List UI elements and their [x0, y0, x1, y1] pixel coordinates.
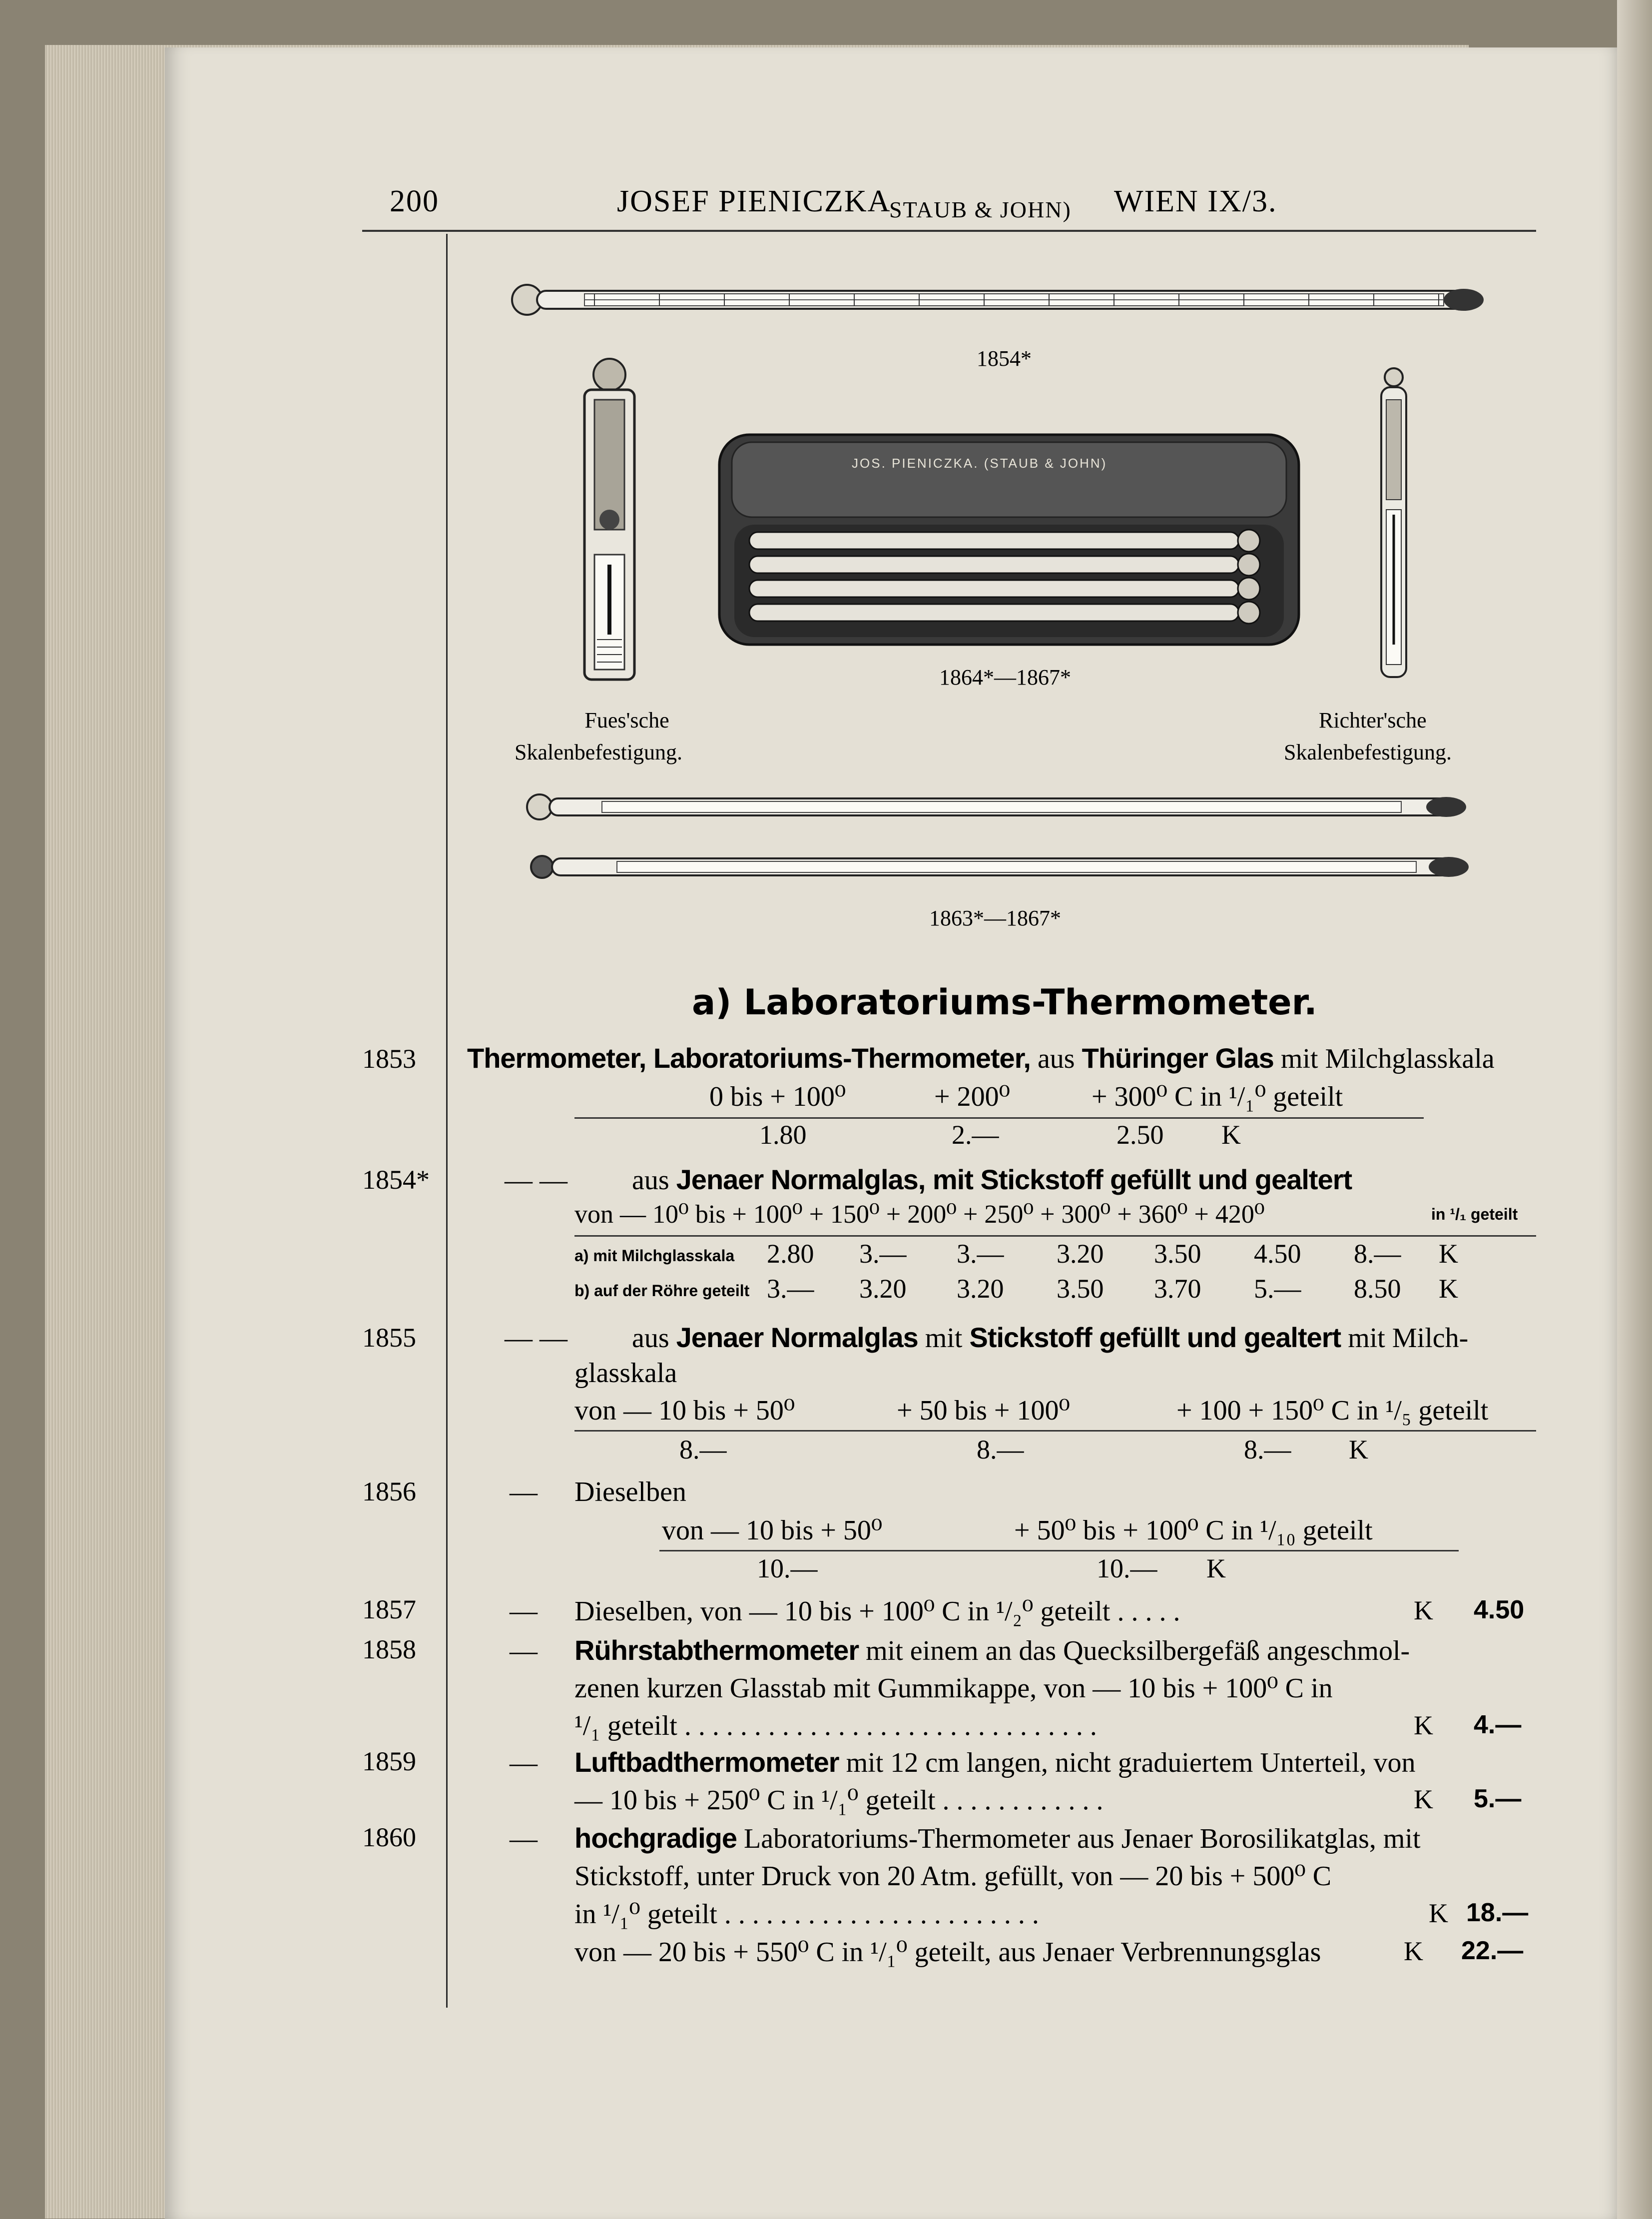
entry-1856-rule	[659, 1550, 1459, 1551]
entry-1853-text2: mit Milchglasskala	[1280, 1043, 1495, 1074]
entry-1855-text2: mit	[925, 1323, 963, 1354]
item-number-1858: 1858	[362, 1634, 416, 1664]
entry-1854-b-price: 8.50	[1354, 1274, 1401, 1304]
entry-1853-range2: + 200⁰	[934, 1081, 1011, 1112]
fues-caption-line1: Fues'sche	[584, 708, 669, 733]
entry-1856-range1: von — 10 bis + 50⁰	[662, 1515, 883, 1546]
figure-label-1864: 1864*—1867*	[939, 665, 1071, 690]
richter-caption-line2: Skalenbefestigung.	[1284, 740, 1452, 764]
figure-label-1854: 1854*	[977, 346, 1032, 371]
entry-1854-a-price: 3.50	[1154, 1239, 1201, 1269]
entry-1855-range3: + 100 + 150⁰ C in ¹/₅ geteilt	[1176, 1395, 1489, 1426]
entry-1859-line2: — 10 bis + 250⁰ C in ¹/₁⁰ geteilt . . . . . . . . . . . .	[574, 1785, 1103, 1816]
item-number-1856: 1856	[362, 1477, 416, 1506]
entry-1858-l1: mit einem an das Quecksilbergefäß angeschmol-	[866, 1635, 1410, 1666]
entry-1853-range3: + 300⁰ C in ¹/₁⁰ geteilt	[1092, 1081, 1343, 1112]
header-title-right: WIEN IX/3.	[1114, 184, 1277, 218]
entry-1854-row-a-label: a) mit Milchglasskala	[574, 1247, 735, 1265]
thermometer-1867-illustration	[527, 849, 1476, 884]
entry-1859-bold: Luftbadthermometer	[574, 1746, 839, 1778]
thermometer-1863-illustration	[522, 789, 1471, 824]
entry-1858-line2: zenen kurzen Glasstab mit Gummikappe, von — 10 bis + 100⁰ C in	[574, 1673, 1333, 1704]
entry-1857-currency: K	[1414, 1595, 1433, 1625]
item-number-1859: 1859	[362, 1746, 416, 1776]
entry-1854-text1: aus	[632, 1165, 669, 1196]
entry-1860-currency2: K	[1404, 1936, 1423, 1966]
entry-1853-price3: 2.50	[1116, 1120, 1164, 1150]
entry-1859-currency: K	[1414, 1784, 1433, 1814]
header-title-mid: STAUB & JOHN)	[889, 197, 1072, 222]
entry-1856-price2: 10.—	[1097, 1553, 1157, 1583]
entry-1860-line3: in ¹/₁⁰ geteilt . . . . . . . . . . . . . . . . . . . . . . .	[574, 1899, 1039, 1930]
item-number-1854: 1854*	[362, 1165, 430, 1195]
entry-1854-a-price: 3.20	[1057, 1239, 1104, 1269]
entry-1855-desc	[632, 1321, 1468, 1354]
book-right-edge	[1617, 0, 1652, 2219]
item-number-1853: 1853	[362, 1044, 416, 1074]
entry-1855-dash: — —	[505, 1323, 567, 1354]
entry-1856-range2: + 50⁰ bis + 100⁰ C in ¹/₁₀ geteilt	[1014, 1515, 1373, 1546]
entry-1860-price: 18.—	[1466, 1898, 1529, 1927]
entry-1860-line1	[574, 1822, 1421, 1855]
entry-1855-range1: von — 10 bis + 50⁰	[574, 1395, 795, 1426]
entry-1859-price: 5.—	[1474, 1784, 1522, 1813]
entry-1853-rule	[574, 1117, 1424, 1119]
page-number: 200	[390, 184, 439, 218]
richter-caption-line1: Richter'sche	[1319, 708, 1427, 733]
header-title-left: JOSEF PIENICZKA	[617, 184, 891, 218]
entry-1854-dash: — —	[505, 1165, 567, 1196]
fues-caption-line2: Skalenbefestigung.	[515, 740, 683, 764]
column-rule	[446, 234, 448, 2008]
entry-1858-line3: ¹/₁ geteilt . . . . . . . . . . . . . . . . . . . . . . . . . . . . . .	[574, 1710, 1097, 1741]
richter-thermometer-illustration	[1371, 365, 1416, 685]
entry-1857-text: Dieselben, von — 10 bis + 100⁰ C in ¹/₂⁰ geteilt . . . . .	[574, 1596, 1180, 1627]
entry-1856-currency: K	[1206, 1553, 1226, 1583]
entry-1855-text1: aus	[632, 1323, 669, 1354]
entry-1854-b-price: 3.70	[1154, 1274, 1201, 1304]
entry-1860-currency: K	[1429, 1898, 1448, 1928]
figure-label-1863: 1863*—1867*	[929, 906, 1061, 930]
entry-1855-price3: 8.—	[1244, 1435, 1291, 1465]
item-number-1857: 1857	[362, 1594, 416, 1624]
entry-1859-line1	[574, 1746, 1416, 1779]
entry-1859-dash: —	[510, 1747, 538, 1778]
thermometer-1854-illustration	[510, 280, 1494, 320]
entry-1856-dash: —	[510, 1477, 538, 1507]
entry-1854-a-currency: K	[1439, 1239, 1458, 1269]
entry-1854-b-price: 3.50	[1057, 1274, 1104, 1304]
entry-1854-b-price: 3.—	[767, 1274, 814, 1304]
entry-1854-a-price: 3.—	[859, 1239, 907, 1269]
entry-1860-price2: 22.—	[1461, 1936, 1524, 1965]
entry-1854-b-price: 5.—	[1254, 1274, 1301, 1304]
entry-1853-bold2: Thüringer Glas	[1082, 1042, 1274, 1074]
entry-1853-range1: 0 bis + 100⁰	[709, 1081, 846, 1112]
entry-1858-line1	[574, 1634, 1410, 1667]
entry-1856-text: Dieselben	[574, 1477, 686, 1507]
entry-1857-dash: —	[510, 1595, 538, 1626]
case-brand-label: JOS. PIENICZKA. (STAUB & JOHN)	[852, 456, 1107, 471]
entry-1854-rule	[574, 1235, 1536, 1237]
entry-1860-bold: hochgradige	[574, 1822, 737, 1854]
entry-1855-line2: glasskala	[574, 1358, 677, 1389]
entry-1853-price2: 2.—	[952, 1120, 999, 1150]
entry-1854-ranges: von — 10⁰ bis + 100⁰ + 150⁰ + 200⁰ + 250⁰ + 300⁰ + 360⁰ + 420⁰	[574, 1200, 1265, 1229]
entry-1854-b-price: 3.20	[859, 1274, 907, 1304]
entry-1854-a-price: 2.80	[767, 1239, 814, 1269]
entry-1858-price: 4.—	[1474, 1710, 1522, 1739]
entry-1855-rule	[574, 1430, 1536, 1432]
entry-1858-currency: K	[1414, 1710, 1433, 1740]
item-number-1860: 1860	[362, 1822, 416, 1852]
entry-1860-line2: Stickstoff, unter Druck von 20 Atm. gefüllt, von — 20 bis + 500⁰ C	[574, 1861, 1332, 1892]
entry-1854-row-b-label: b) auf der Röhre geteilt	[574, 1282, 750, 1300]
entry-1858-bold: Rührstabthermometer	[574, 1634, 859, 1666]
entry-1860-line4: von — 20 bis + 550⁰ C in ¹/₁⁰ geteilt, aus Jenaer Verbrennungsglas	[574, 1937, 1321, 1968]
entry-1853-price1: 1.80	[759, 1120, 807, 1150]
entry-1854-b-currency: K	[1439, 1274, 1458, 1304]
entry-1854-a-price: 4.50	[1254, 1239, 1301, 1269]
entry-1859-l1: mit 12 cm langen, nicht graduiertem Unterteil, von	[846, 1747, 1416, 1778]
entry-1855-bold2: Stickstoff gefüllt und gealtert	[969, 1322, 1341, 1353]
entry-1855-bold1: Jenaer Normalglas	[676, 1322, 918, 1353]
entry-1855-range2: + 50 bis + 100⁰	[897, 1395, 1070, 1426]
item-number-1855: 1855	[362, 1323, 416, 1353]
entry-1853-desc	[467, 1042, 1495, 1075]
entry-1858-dash: —	[510, 1635, 538, 1666]
entry-1856-price1: 10.—	[757, 1553, 818, 1583]
entry-1853-bold1: Thermometer, Laboratoriums-Thermometer,	[467, 1042, 1031, 1074]
fues-thermometer-illustration	[577, 355, 642, 685]
section-title: a) Laboratoriums-Thermometer.	[692, 982, 1317, 1023]
entry-1855-price2: 8.—	[977, 1435, 1024, 1465]
entry-1854-desc	[632, 1163, 1352, 1196]
entry-1855-text3: mit Milch-	[1348, 1323, 1469, 1354]
entry-1854-ranges-suffix: in ¹/₁ geteilt	[1431, 1205, 1518, 1223]
entry-1857-price: 4.50	[1474, 1595, 1525, 1624]
entry-1854-a-price: 3.—	[957, 1239, 1004, 1269]
entry-1860-l1: Laboratoriums-Thermometer aus Jenaer Borosilikatglas, mit	[744, 1823, 1421, 1854]
entry-1854-b-price: 3.20	[957, 1274, 1004, 1304]
entry-1860-dash: —	[510, 1823, 538, 1854]
entry-1853-text1: aus	[1037, 1043, 1075, 1074]
entry-1854-a-price: 8.—	[1354, 1239, 1401, 1269]
entry-1855-price1: 8.—	[679, 1435, 727, 1465]
entry-1853-currency: K	[1221, 1120, 1241, 1150]
entry-1854-bold1: Jenaer Normalglas, mit Stickstoff gefüllt und gealtert	[676, 1164, 1352, 1195]
header-rule	[362, 230, 1536, 232]
entry-1855-currency: K	[1349, 1435, 1368, 1465]
